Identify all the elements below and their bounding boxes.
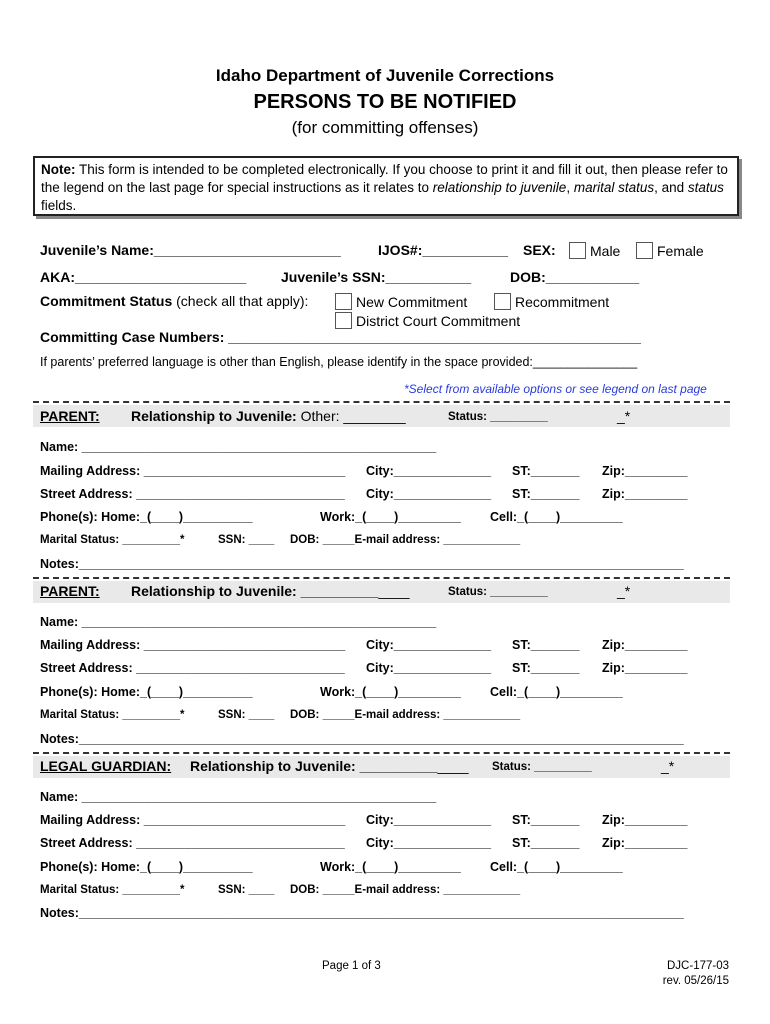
new-commitment-option[interactable] xyxy=(335,293,467,310)
parent-2-street-zip[interactable]: Zip:_________ xyxy=(602,661,688,675)
parent-2-name[interactable]: Name: ___________________________________________________ xyxy=(40,615,437,629)
new-commitment-checkbox[interactable] xyxy=(335,293,352,310)
ijos-field[interactable]: IJOS#:___________ xyxy=(378,242,508,258)
guardian-street-zip[interactable]: Zip:_________ xyxy=(602,836,688,850)
select-hint: *Select from available options or see legend on last page xyxy=(404,382,707,396)
aka-field[interactable]: AKA:______________________ xyxy=(40,269,247,285)
sex-female-option[interactable] xyxy=(636,242,704,259)
juvenile-ssn-field[interactable]: Juvenile’s SSN:___________ xyxy=(281,269,472,285)
district-court-option[interactable] xyxy=(335,312,520,329)
parent-1-mailing-zip[interactable]: Zip:_________ xyxy=(602,464,688,478)
parent-1-street-st[interactable]: ST:_______ xyxy=(512,487,580,501)
parent-1-cell-phone[interactable]: Cell:_(____)_________ xyxy=(490,510,623,524)
parent-1-relationship[interactable]: Relationship to Juvenile: Other: ________ xyxy=(131,408,406,424)
guardian-dob-email[interactable]: DOB: _____E-mail address: ____________ xyxy=(290,884,521,896)
parent-1-name[interactable]: Name: ___________________________________________________ xyxy=(40,440,437,454)
parent-2-dob-email[interactable]: DOB: _____E-mail address: ____________ xyxy=(290,709,521,721)
section-divider xyxy=(33,752,730,754)
parent-1-home-phone[interactable]: Phone(s): Home:_(____)__________ xyxy=(40,510,253,524)
parent-1-status[interactable]: Status: _________ xyxy=(448,411,548,423)
parent-2-street-st[interactable]: ST:_______ xyxy=(512,661,580,675)
new-commitment-label: New Commitment xyxy=(356,294,468,310)
recommitment-option[interactable] xyxy=(494,293,609,310)
guardian-title: LEGAL GUARDIAN: xyxy=(40,758,172,774)
parent-1-street[interactable]: Street Address: ______________________________ xyxy=(40,487,345,501)
sex-label: SEX: xyxy=(523,242,556,258)
guardian-status-star: _* xyxy=(661,758,675,774)
note-sep-2: , and xyxy=(654,180,688,195)
parent-2-street-city[interactable]: City:______________ xyxy=(366,661,492,675)
note-label: Note: xyxy=(41,162,76,177)
parent-1-status-star: _* xyxy=(617,408,631,424)
parent-2-notes[interactable]: Notes:_______________________________________________________________________________________ xyxy=(40,732,684,746)
parent-1-work-phone[interactable]: Work:_(____)_________ xyxy=(320,510,461,524)
guardian-relationship[interactable]: Relationship to Juvenile: ______________ xyxy=(190,758,469,774)
note-box xyxy=(33,156,739,216)
parent-1-dob-email[interactable]: DOB: _____E-mail address: ____________ xyxy=(290,534,521,546)
parent-1-marital[interactable]: Marital Status: _________* xyxy=(40,534,185,546)
page-number: Page 1 of 3 xyxy=(322,960,381,972)
parent-2-status-star: _* xyxy=(617,583,631,599)
district-court-checkbox[interactable] xyxy=(335,312,352,329)
female-label: Female xyxy=(657,243,704,259)
parent-2-relationship[interactable]: Relationship to Juvenile: ______________ xyxy=(131,583,410,599)
guardian-status[interactable]: Status: _________ xyxy=(492,761,592,773)
guardian-work-phone[interactable]: Work:_(____)_________ xyxy=(320,860,461,874)
guardian-name[interactable]: Name: ___________________________________________________ xyxy=(40,790,437,804)
form-title: PERSONS TO BE NOTIFIED xyxy=(253,91,517,113)
commitment-status-label: Commitment Status (check all that apply): xyxy=(40,293,309,309)
form-id: DJC-177-03 xyxy=(667,960,729,972)
guardian-marital[interactable]: Marital Status: _________* xyxy=(40,884,185,896)
recommitment-label: Recommitment xyxy=(515,294,610,310)
guardian-notes[interactable]: Notes:_______________________________________________________________________________________ xyxy=(40,906,684,920)
guardian-mailing[interactable]: Mailing Address: _____________________________ xyxy=(40,813,346,827)
parent-2-status[interactable]: Status: _________ xyxy=(448,586,548,598)
parent-2-mailing[interactable]: Mailing Address: _____________________________ xyxy=(40,638,346,652)
parent-1-mailing-city[interactable]: City:______________ xyxy=(366,464,492,478)
parent-2-cell-phone[interactable]: Cell:_(____)_________ xyxy=(490,685,623,699)
guardian-street-st[interactable]: ST:_______ xyxy=(512,836,580,850)
recommitment-checkbox[interactable] xyxy=(494,293,511,310)
guardian-street[interactable]: Street Address: ______________________________ xyxy=(40,836,345,850)
guardian-cell-phone[interactable]: Cell:_(____)_________ xyxy=(490,860,623,874)
parent-2-street[interactable]: Street Address: ______________________________ xyxy=(40,661,345,675)
agency-name: Idaho Department of Juvenile Corrections xyxy=(215,66,555,85)
guardian-mailing-st[interactable]: ST:_______ xyxy=(512,813,580,827)
note-em-relationship: relationship to juvenile xyxy=(432,180,567,195)
district-court-label: District Court Commitment xyxy=(356,313,521,329)
juvenile-name-field[interactable]: Juvenile’s Name:________________________ xyxy=(40,242,341,258)
male-label: Male xyxy=(590,243,621,259)
parent-1-street-city[interactable]: City:______________ xyxy=(366,487,492,501)
parent-1-notes[interactable]: Notes:_______________________________________________________________________________________ xyxy=(40,557,684,571)
parent-1-ssn[interactable]: SSN: ____ xyxy=(218,534,275,546)
parent-2-title: PARENT: xyxy=(40,583,100,599)
parent-2-marital[interactable]: Marital Status: _________* xyxy=(40,709,185,721)
female-checkbox[interactable] xyxy=(636,242,653,259)
parent-2-ssn[interactable]: SSN: ____ xyxy=(218,709,275,721)
male-checkbox[interactable] xyxy=(569,242,586,259)
guardian-mailing-zip[interactable]: Zip:_________ xyxy=(602,813,688,827)
sex-male-option[interactable] xyxy=(569,242,620,259)
guardian-ssn[interactable]: SSN: ____ xyxy=(218,884,275,896)
parent-1-street-zip[interactable]: Zip:_________ xyxy=(602,487,688,501)
section-divider xyxy=(33,401,730,403)
note-text-1: This form is intended to be completed electronically. If you choose to print it and fill it out, then please refer to the legend on the last page for special instructions as it relates to xyxy=(41,162,728,195)
parent-2-home-phone[interactable]: Phone(s): Home:_(____)__________ xyxy=(40,685,253,699)
guardian-street-city[interactable]: City:______________ xyxy=(366,836,492,850)
guardian-home-phone[interactable]: Phone(s): Home:_(____)__________ xyxy=(40,860,253,874)
parent-2-mailing-st[interactable]: ST:_______ xyxy=(512,638,580,652)
preferred-language-field[interactable]: If parents’ preferred language is other than English, please identify in the space provided:_______________ xyxy=(40,355,638,369)
case-numbers-field[interactable]: Committing Case Numbers: _____________________________________________________ xyxy=(40,329,641,345)
parent-1-mailing-st[interactable]: ST:_______ xyxy=(512,464,580,478)
guardian-mailing-city[interactable]: City:______________ xyxy=(366,813,492,827)
parent-2-work-phone[interactable]: Work:_(____)_________ xyxy=(320,685,461,699)
section-divider xyxy=(33,577,730,579)
note-sep-1: , xyxy=(566,180,574,195)
note-em-marital: marital status xyxy=(573,180,655,195)
parent-1-mailing[interactable]: Mailing Address: _____________________________ xyxy=(40,464,346,478)
parent-2-mailing-zip[interactable]: Zip:_________ xyxy=(602,638,688,652)
parent-2-mailing-city[interactable]: City:______________ xyxy=(366,638,492,652)
note-text-2: fields. xyxy=(41,198,77,213)
juvenile-dob-field[interactable]: DOB:____________ xyxy=(510,269,640,285)
revision-date: rev. 05/26/15 xyxy=(662,975,729,987)
form-subtitle: (for committing offenses) xyxy=(291,118,479,137)
note-em-status: status xyxy=(687,180,724,195)
parent-1-title: PARENT: xyxy=(40,408,100,424)
